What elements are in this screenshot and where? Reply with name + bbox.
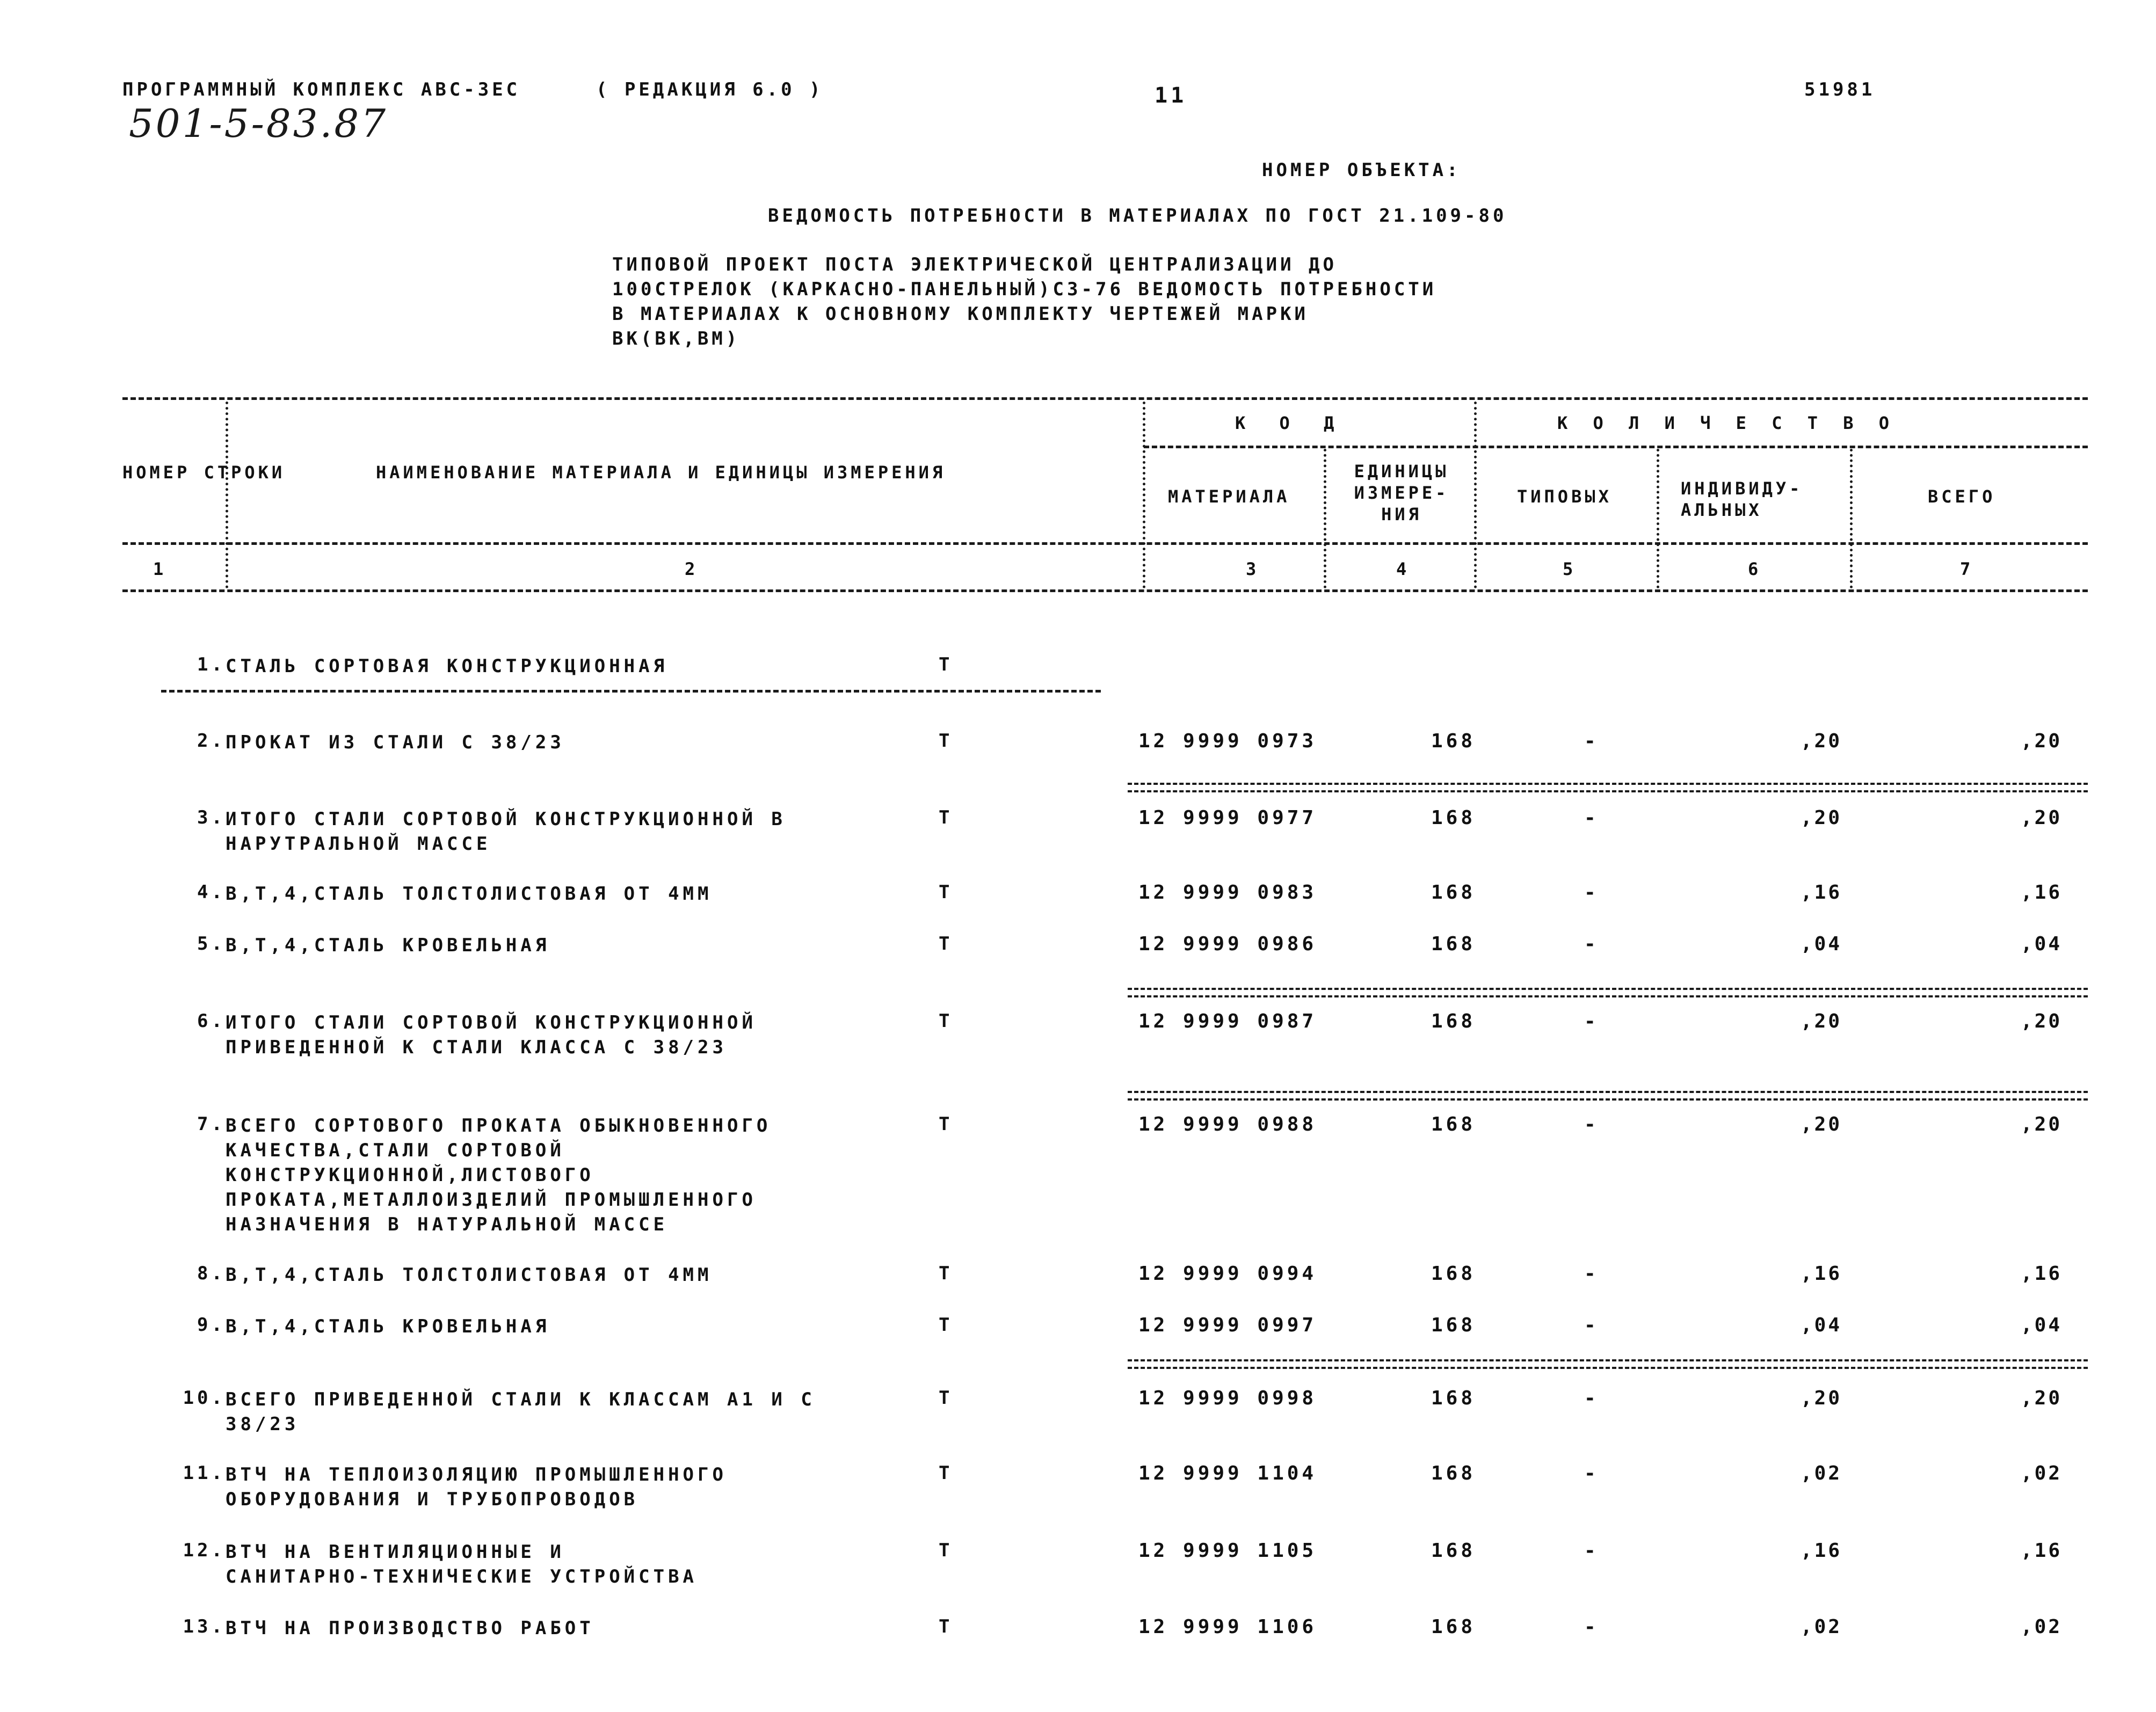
- material-code: 12 9999 0987: [1138, 1010, 1317, 1032]
- typical-qty: -: [1584, 1113, 1596, 1135]
- material-name: ВТЧ НА ТЕПЛОИЗОЛЯЦИЮ ПРОМЫШЛЕННОГО ОБОРУДОВАНИЯ И ТРУБОПРОВОДОВ: [226, 1464, 727, 1510]
- unit-code: 168: [1431, 933, 1476, 955]
- project-description: [612, 252, 1436, 351]
- header-bottom-rule: [122, 589, 2088, 592]
- total-qty: ,20: [2020, 1010, 2062, 1032]
- individual-qty: ,20: [1800, 807, 1842, 829]
- column-separator: [1657, 449, 1659, 588]
- unit-code: 168: [1431, 1616, 1476, 1638]
- unit: Т: [939, 654, 950, 675]
- unit: Т: [939, 1462, 950, 1484]
- material-name: ВСЕГО СОРТОВОГО ПРОКАТА ОБЫКНОВЕННОГО КАЧЕСТВА,СТАЛИ СОРТОВОЙ КОНСТРУКЦИОННОЙ,ЛИСТОВОГО ПРОКАТА,МЕТАЛЛОИЗДЕЛИЙ ПРОМЫШЛЕННОГО НАЗНАЧЕНИЯ В НАТУРАЛЬНОЙ МАССЕ: [226, 1115, 772, 1235]
- description-line: В МАТЕРИАЛАХ К ОСНОВНОМУ КОМПЛЕКТУ ЧЕРТЕЖЕЙ МАРКИ: [612, 303, 1309, 325]
- total-qty: ,02: [2020, 1616, 2062, 1638]
- unit: Т: [939, 1113, 950, 1135]
- total-qty: ,16: [2020, 1540, 2062, 1562]
- unit: Т: [939, 882, 950, 903]
- material-name: ИТОГО СТАЛИ СОРТОВОЙ КОНСТРУКЦИОННОЙ В НАРУТРАЛЬНОЙ МАССЕ: [226, 808, 786, 855]
- unit-code: 168: [1431, 1010, 1476, 1032]
- row-number: 13.: [183, 1616, 226, 1637]
- individual-qty: ,02: [1800, 1616, 1842, 1638]
- total-qty: ,20: [2020, 807, 2062, 829]
- material-name: ПРОКАТ ИЗ СТАЛИ С 38/23: [226, 732, 565, 753]
- individual-qty: ,20: [1800, 1113, 1842, 1135]
- column-separator: [1143, 402, 1145, 588]
- subtotal-rule: [1128, 783, 2088, 792]
- total-qty: ,04: [2020, 933, 2062, 955]
- material-name: ИТОГО СТАЛИ СОРТОВОЙ КОНСТРУКЦИОННОЙ ПРИВЕДЕННОЙ К СТАЛИ КЛАССА С 38/23: [226, 1012, 757, 1058]
- unit: Т: [939, 933, 950, 955]
- row-number: 4.: [197, 882, 226, 903]
- unit-code: 168: [1431, 1113, 1476, 1135]
- individual-qty: ,04: [1800, 933, 1842, 955]
- row-number: 3.: [197, 807, 226, 828]
- material-code: 12 9999 0997: [1138, 1314, 1317, 1336]
- typical-qty: -: [1584, 1387, 1596, 1409]
- material-code: 12 9999 0973: [1138, 730, 1317, 752]
- header-individual: ИНДИВИДУ- АЛЬНЫХ: [1681, 478, 1803, 520]
- document-number: 51981: [1804, 79, 1876, 100]
- column-separator: [1474, 402, 1477, 588]
- material-code: 12 9999 1106: [1138, 1616, 1317, 1638]
- header-middle-rule: [122, 542, 2088, 545]
- header-total: ВСЕГО: [1928, 486, 1996, 507]
- material-name: В,Т,4,СТАЛЬ КРОВЕЛЬНАЯ: [226, 1316, 550, 1337]
- row-number: 11.: [183, 1462, 226, 1484]
- individual-qty: ,16: [1800, 1540, 1842, 1562]
- column-number: 6: [1748, 559, 1762, 579]
- column-separator: [1850, 449, 1853, 588]
- individual-qty: ,20: [1800, 1010, 1842, 1032]
- material-code: 12 9999 0977: [1138, 807, 1317, 829]
- material-name: ВСЕГО ПРИВЕДЕННОЙ СТАЛИ К КЛАССАМ А1 И С 38/23: [226, 1389, 816, 1435]
- statement-title: ВЕДОМОСТЬ ПОТРЕБНОСТИ В МАТЕРИАЛАХ ПО ГОСТ 21.109-80: [768, 205, 1507, 227]
- typical-qty: -: [1584, 807, 1596, 829]
- description-line: ТИПОВОЙ ПРОЕКТ ПОСТА ЭЛЕКТРИЧЕСКОЙ ЦЕНТРАЛИЗАЦИИ ДО: [612, 254, 1337, 275]
- unit-code: 168: [1431, 1263, 1476, 1285]
- header-material-code: МАТЕРИАЛА: [1168, 486, 1290, 507]
- header-top-rule: [122, 397, 2088, 400]
- row-number: 8.: [197, 1263, 226, 1284]
- typical-qty: -: [1584, 933, 1596, 955]
- unit: Т: [939, 807, 950, 828]
- row-number: 10.: [183, 1387, 226, 1409]
- column-number: 7: [1960, 559, 1974, 579]
- column-number: 1: [153, 559, 167, 579]
- header-name: НАИМЕНОВАНИЕ МАТЕРИАЛА И ЕДИНИЦЫ ИЗМЕРЕНИЯ: [376, 462, 946, 483]
- material-code: 12 9999 1104: [1138, 1462, 1317, 1484]
- column-number: 4: [1396, 559, 1410, 579]
- unit-code: 168: [1431, 730, 1476, 752]
- material-name: В,Т,4,СТАЛЬ ТОЛСТОЛИСТОВАЯ ОТ 4ММ: [226, 883, 713, 905]
- column-separator: [226, 402, 228, 588]
- unit: Т: [939, 1263, 950, 1284]
- individual-qty: ,20: [1800, 1387, 1842, 1409]
- unit-code: 168: [1431, 807, 1476, 829]
- material-name: ВТЧ НА ПРОИЗВОДСТВО РАБОТ: [226, 1618, 594, 1639]
- program-name: ПРОГРАММНЫЙ КОМПЛЕКС АВС-3ЕС: [122, 79, 521, 100]
- unit-code: 168: [1431, 1387, 1476, 1409]
- total-qty: ,20: [2020, 730, 2062, 752]
- description-line: ВК(ВК,ВМ): [612, 328, 741, 349]
- row-number: 9.: [197, 1314, 226, 1336]
- material-code: 12 9999 0998: [1138, 1387, 1317, 1409]
- material-name: В,Т,4,СТАЛЬ ТОЛСТОЛИСТОВАЯ ОТ 4ММ: [226, 1264, 713, 1286]
- unit-code: 168: [1431, 1540, 1476, 1562]
- individual-qty: ,04: [1800, 1314, 1842, 1336]
- unit: Т: [939, 1314, 950, 1336]
- unit: Т: [939, 1540, 950, 1561]
- typical-qty: -: [1584, 1314, 1596, 1336]
- row-number: 6.: [197, 1010, 226, 1032]
- material-name: СТАЛЬ СОРТОВАЯ КОНСТРУКЦИОННАЯ: [226, 655, 669, 677]
- header-quantity-group: К О Л И Ч Е С Т В О: [1557, 413, 1897, 433]
- typical-qty: -: [1584, 730, 1596, 752]
- handwritten-code: 501-5-83.87: [129, 101, 388, 146]
- individual-qty: ,16: [1800, 1263, 1842, 1285]
- total-qty: ,02: [2020, 1462, 2062, 1484]
- typical-qty: -: [1584, 1616, 1596, 1638]
- section-underline: [161, 690, 1101, 693]
- header-group-rule: [1144, 446, 2088, 448]
- total-qty: ,16: [2020, 1263, 2062, 1285]
- subtotal-rule: [1128, 988, 2088, 997]
- individual-qty: ,16: [1800, 882, 1842, 904]
- typical-qty: -: [1584, 882, 1596, 904]
- total-qty: ,04: [2020, 1314, 2062, 1336]
- typical-qty: -: [1584, 1540, 1596, 1562]
- column-number: 3: [1246, 559, 1260, 579]
- material-name: ВТЧ НА ВЕНТИЛЯЦИОННЫЕ И САНИТАРНО-ТЕХНИЧЕСКИЕ УСТРОЙСТВА: [226, 1541, 698, 1587]
- row-number: 7.: [197, 1113, 226, 1135]
- row-number: 5.: [197, 933, 226, 955]
- total-qty: ,16: [2020, 882, 2062, 904]
- unit: Т: [939, 1010, 950, 1032]
- subtotal-rule: [1128, 1359, 2088, 1369]
- typical-qty: -: [1584, 1010, 1596, 1032]
- total-qty: ,20: [2020, 1113, 2062, 1135]
- typical-qty: -: [1584, 1462, 1596, 1484]
- total-qty: ,20: [2020, 1387, 2062, 1409]
- object-number-label: НОМЕР ОБЪЕКТА:: [1262, 159, 1461, 181]
- header-typical: ТИПОВЫХ: [1517, 486, 1612, 507]
- unit: Т: [939, 730, 950, 752]
- column-number: 2: [685, 559, 699, 579]
- material-code: 12 9999 1105: [1138, 1540, 1317, 1562]
- column-separator: [1324, 449, 1326, 588]
- material-code: 12 9999 0983: [1138, 882, 1317, 904]
- header-code-group: К О Д: [1235, 413, 1346, 433]
- unit-code: 168: [1431, 1314, 1476, 1336]
- column-number: 5: [1563, 559, 1577, 579]
- header-unit-code: ЕДИНИЦЫ ИЗМЕРЕ- НИЯ: [1354, 461, 1449, 524]
- row-number: 12.: [183, 1540, 226, 1561]
- unit-code: 168: [1431, 1462, 1476, 1484]
- edition-label: ( РЕДАКЦИЯ 6.0 ): [596, 79, 824, 100]
- material-name: В,Т,4,СТАЛЬ КРОВЕЛЬНАЯ: [226, 935, 550, 956]
- unit: Т: [939, 1616, 950, 1637]
- header-row-number: НОМЕР СТРОКИ: [122, 462, 286, 483]
- unit-code: 168: [1431, 882, 1476, 904]
- material-code: 12 9999 0986: [1138, 933, 1317, 955]
- description-line: 100СТРЕЛОК (КАРКАСНО-ПАНЕЛЬНЫЙ)С3-76 ВЕДОМОСТЬ ПОТРЕБНОСТИ: [612, 279, 1437, 300]
- row-number: 1.: [197, 654, 226, 675]
- individual-qty: ,02: [1800, 1462, 1842, 1484]
- material-code: 12 9999 0988: [1138, 1113, 1317, 1135]
- subtotal-rule: [1128, 1091, 2088, 1101]
- unit: Т: [939, 1387, 950, 1409]
- material-code: 12 9999 0994: [1138, 1263, 1317, 1285]
- row-number: 2.: [197, 730, 226, 752]
- page-number: 11: [1155, 83, 1187, 108]
- individual-qty: ,20: [1800, 730, 1842, 752]
- typical-qty: -: [1584, 1263, 1596, 1285]
